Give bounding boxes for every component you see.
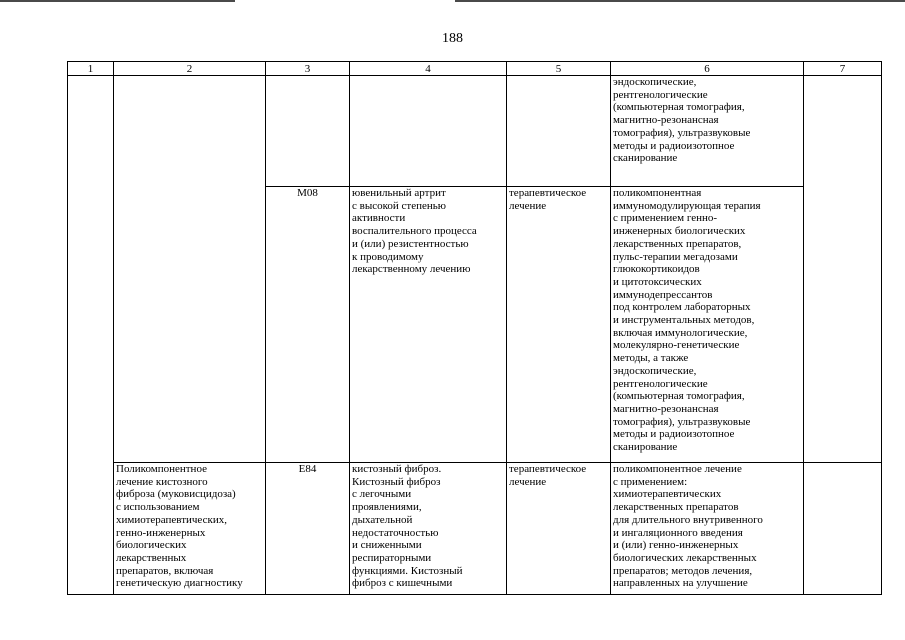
diagnosis-cell	[350, 76, 507, 187]
column-number-row	[68, 62, 882, 76]
column-number: 3	[266, 62, 350, 76]
table-row	[68, 76, 882, 187]
code-cell	[266, 76, 350, 187]
code-cell: M08	[266, 187, 350, 463]
table-row	[68, 463, 882, 595]
col2-cell	[114, 76, 266, 463]
column-number: 6	[611, 62, 804, 76]
col7-cell	[804, 76, 882, 463]
scan-edge-left	[0, 0, 235, 2]
treatment-method-cell: поликомпонентное лечение с применением: химиотерапевтических лекарственных препаратов для длительного внутривенного и ингаляционного введения и (или) генно-инженерных биологических лекарственных препаратов; методов лечения, направленных на улучшение	[611, 463, 804, 595]
column-number: 7	[804, 62, 882, 76]
diagnosis-cell: кистозный фиброз. Кистозный фиброз с легочными проявлениями, дыхательной недостаточностью и сниженными респираторными функциями. Кистозный фиброз с кишечными	[350, 463, 507, 595]
scan-edge-right	[455, 0, 905, 2]
treatment-type-cell	[507, 76, 611, 187]
diagnosis-cell: ювенильный артрит с высокой степенью активности воспалительного процесса и (или) резистентностью к проводимому лекарственному лечению	[350, 187, 507, 463]
code-cell: E84	[266, 463, 350, 595]
col1-cell	[68, 76, 114, 595]
treatment-type-cell: терапевтическое лечение	[507, 187, 611, 463]
treatment-method-cell: поликомпонентная иммуномодулирующая терапия с применением генно- инженерных биологических лекарственных препаратов, пульс-терапии мегадозами глюкокортикоидов и цитотоксических иммунодепрессантов под контролем лабораторных и инструментальных методов, включая иммунологические, молекулярно-генетические методы, а также эндоскопические, рентгенологические (компьютерная томография, магнитно-резонансная томография), ультразвуковые методы и радиоизотопное сканирование	[611, 187, 804, 463]
column-number: 1	[68, 62, 114, 76]
col7-cell	[804, 463, 882, 595]
treatment-method-cell: эндоскопические, рентгенологические (компьютерная томография, магнитно-резонансная томография), ультразвуковые методы и радиоизотопное сканирование	[611, 76, 804, 187]
column-number: 5	[507, 62, 611, 76]
procedures-table	[67, 61, 882, 595]
page-number: 188	[442, 31, 463, 46]
procedure-name-cell: Поликомпонентное лечение кистозного фиброза (муковисцидоза) с использованием химиотерапевтических, генно-инженерных биологических лекарственных препаратов, включая генетическую диагностику	[114, 463, 266, 595]
column-number: 4	[350, 62, 507, 76]
treatment-type-cell: терапевтическое лечение	[507, 463, 611, 595]
column-number: 2	[114, 62, 266, 76]
